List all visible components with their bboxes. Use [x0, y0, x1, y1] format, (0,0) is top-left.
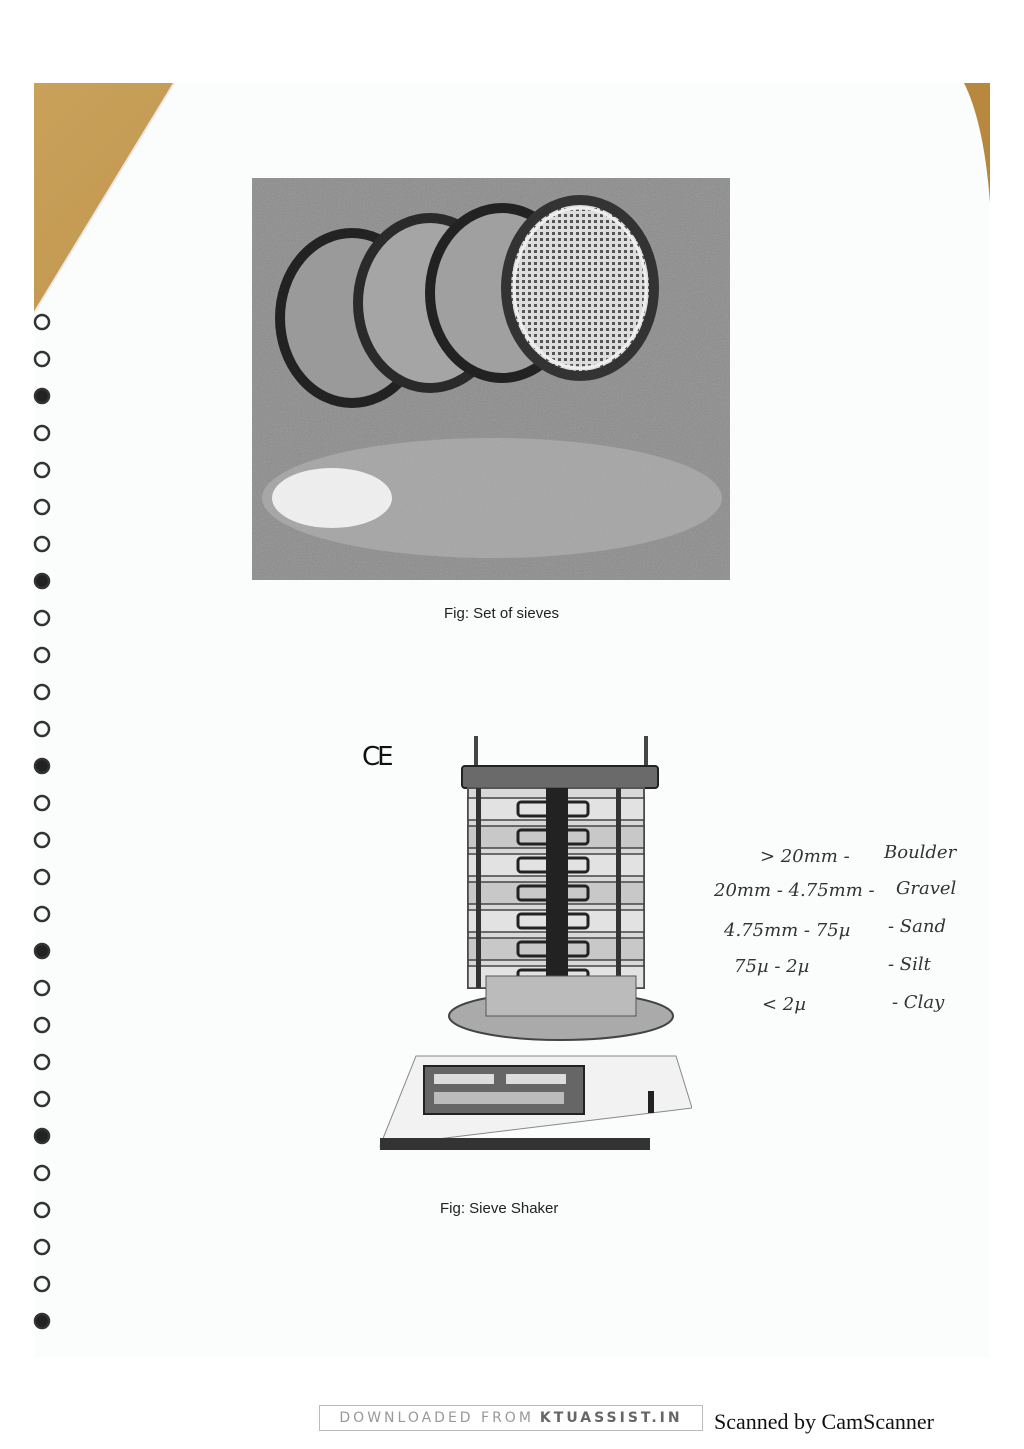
- binding-hole: [35, 759, 49, 773]
- binding-hole: [35, 500, 49, 514]
- binding-hole: [35, 722, 49, 736]
- binding-hole: [35, 463, 49, 477]
- note-range-clay: < 2µ: [762, 994, 806, 1015]
- binding-hole: [35, 352, 49, 366]
- binding-hole: [35, 1092, 49, 1106]
- binding-hole: [35, 537, 49, 551]
- binding-hole: [35, 1018, 49, 1032]
- binding-hole: [35, 611, 49, 625]
- binding-hole: [35, 685, 49, 699]
- binding-hole: [35, 1166, 49, 1180]
- binding-hole: [35, 981, 49, 995]
- note-name-clay: - Clay: [892, 992, 945, 1013]
- sieve-shaker-photo: [376, 736, 692, 1166]
- binding-hole: [35, 315, 49, 329]
- binding-hole: [35, 1129, 49, 1143]
- binding-hole: [35, 944, 49, 958]
- binding-hole: [35, 389, 49, 403]
- ce-mark: CE: [362, 742, 391, 772]
- binding-hole: [35, 1203, 49, 1217]
- download-prefix: DOWNLOADED FROM: [339, 1410, 534, 1426]
- download-watermark: [319, 1405, 703, 1431]
- note-name-gravel: Gravel: [896, 878, 957, 899]
- binding-hole: [35, 833, 49, 847]
- binding-holes: [30, 310, 56, 1340]
- binding-hole: [35, 1314, 49, 1328]
- binding-hole: [35, 574, 49, 588]
- note-range-boulder: > 20mm -: [760, 846, 850, 867]
- binding-hole: [35, 1277, 49, 1291]
- binding-hole: [35, 1055, 49, 1069]
- sieves-photo: [252, 178, 730, 580]
- figure-caption-sieve-shaker: Fig: Sieve Shaker: [440, 1200, 559, 1217]
- binding-hole: [35, 907, 49, 921]
- note-range-sand: 4.75mm - 75µ: [724, 920, 851, 941]
- note-range-gravel: 20mm - 4.75mm -: [714, 880, 875, 901]
- note-range-silt: 75µ - 2µ: [734, 956, 810, 977]
- binding-hole: [35, 870, 49, 884]
- figure-caption-sieves: Fig: Set of sieves: [444, 605, 560, 622]
- binding-hole: [35, 1240, 49, 1254]
- note-name-silt: - Silt: [888, 954, 931, 975]
- note-name-sand: - Sand: [888, 916, 946, 937]
- binding-hole: [35, 648, 49, 662]
- binding-hole: [35, 426, 49, 440]
- camscanner-label: Scanned by CamScanner: [714, 1409, 934, 1434]
- download-site: KTUASSIST.IN: [539, 1410, 683, 1426]
- binding-hole: [35, 796, 49, 810]
- note-name-boulder: Boulder: [884, 842, 957, 863]
